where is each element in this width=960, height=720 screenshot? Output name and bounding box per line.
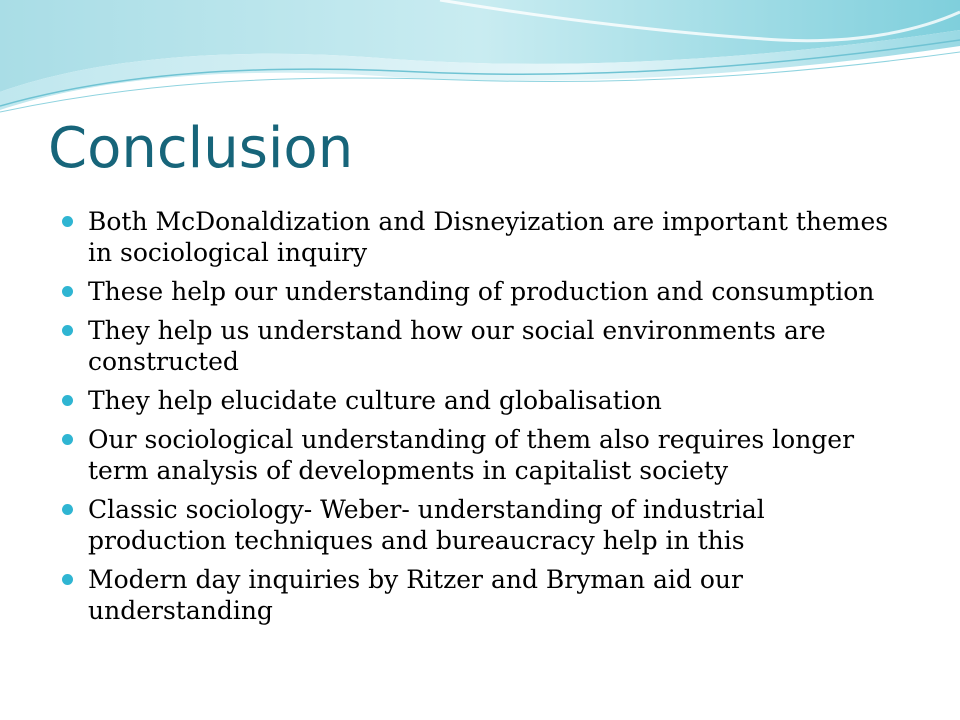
bullet-dot-icon [62,434,73,445]
list-item [60,315,900,377]
list-item [60,276,900,307]
list-item [60,385,900,416]
bullet-text: Modern day inquiries by Ritzer and Bryman aid our understanding [88,565,743,625]
bullet-text: They help us understand how our social environments are constructed [88,316,826,376]
bullet-text: Both McDonaldization and Disneyization are important themes in sociological inquiry [88,207,889,267]
bullet-dot-icon [62,325,73,336]
bullet-dot-icon [62,395,73,406]
list-item [60,494,900,556]
header-wave-decoration [0,0,960,130]
bullet-text: They help elucidate culture and globalisation [88,386,662,415]
slide-title: Conclusion [48,116,354,181]
bullet-text: Our sociological understanding of them also requires longer term analysis of developments in capitalist society [88,425,855,485]
bullet-dot-icon [62,574,73,585]
bullet-dot-icon [62,286,73,297]
bullet-dot-icon [62,216,73,227]
list-item [60,424,900,486]
list-item [60,206,900,268]
bullet-text: Classic sociology- Weber- understanding of industrial production techniques and bureaucracy help in this [88,495,765,555]
bullet-text: These help our understanding of production and consumption [88,277,875,306]
bullet-list [60,206,900,634]
list-item [60,564,900,626]
bullet-dot-icon [62,504,73,515]
